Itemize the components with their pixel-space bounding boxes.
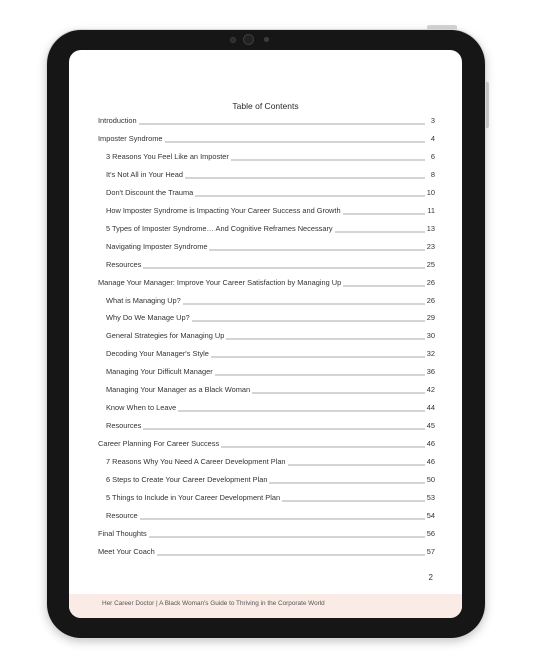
toc-entry-page: 25	[426, 259, 435, 269]
toc-entry-label: 6 Steps to Create Your Career Development Plan	[106, 475, 268, 484]
toc-leader-dots	[269, 479, 424, 484]
toc-entry[interactable]	[98, 260, 435, 272]
toc-leader-dots	[226, 335, 424, 340]
toc-entry[interactable]	[98, 134, 435, 146]
toc-leader-dots	[149, 533, 425, 538]
toc-entry-page: 30	[426, 331, 435, 341]
toc-entry-label: Imposter Syndrome	[98, 133, 163, 143]
sensor-icon	[230, 37, 236, 43]
toc-leader-dots	[335, 228, 425, 233]
toc-entry[interactable]	[98, 206, 435, 218]
toc-entry-label: What is Managing Up?	[106, 295, 181, 305]
toc-entry-page: 10	[426, 187, 435, 197]
toc-entry[interactable]	[98, 170, 435, 182]
toc-entry-page: 4	[430, 133, 435, 143]
toc-entry-label: Resource	[106, 510, 138, 520]
toc-leader-dots	[143, 264, 424, 269]
toc-entry-label: Final Thoughts	[98, 528, 147, 538]
toc-leader-dots	[192, 317, 425, 322]
toc-entry-page: 26	[426, 277, 435, 287]
toc-entry-label: Resources	[106, 421, 142, 431]
toc-entry-label: Introduction	[98, 116, 137, 125]
toc-entry[interactable]	[98, 152, 435, 164]
toc-entry[interactable]	[98, 349, 435, 361]
toc-entry-page: 26	[426, 295, 435, 305]
tablet-side-button	[485, 82, 489, 128]
toc-entry-label: It's Not All in Your Head	[106, 169, 184, 179]
toc-entry-label: Managing Your Manager as a Black Woman	[106, 385, 251, 395]
toc-entry-page: 8	[430, 169, 435, 179]
toc-leader-dots	[343, 282, 425, 287]
toc-entry[interactable]	[98, 116, 435, 128]
toc-entry-page: 45	[426, 421, 435, 431]
toc-entry-label: Navigating Imposter Syndrome	[106, 241, 208, 251]
toc-entry-page: 53	[426, 492, 435, 502]
toc-entry[interactable]	[98, 367, 435, 379]
toc-leader-dots	[209, 246, 424, 251]
toc-entry-label: Career Planning For Career Success	[98, 439, 220, 449]
toc-leader-dots	[215, 371, 425, 376]
toc-entry-page: 6	[430, 151, 435, 161]
camera-icon	[243, 34, 254, 45]
toc-leader-dots	[140, 515, 425, 520]
toc-entry-label: 3 Reasons You Feel Like an Imposter	[106, 151, 229, 161]
toc-entry-label: Why Do We Manage Up?	[106, 313, 190, 323]
toc-leader-dots	[343, 210, 425, 215]
toc-entry[interactable]	[98, 493, 435, 505]
toc-entry-label: Meet Your Coach	[98, 546, 155, 556]
toc-entry[interactable]	[98, 313, 435, 325]
toc-entry-label: Know When to Leave	[106, 403, 177, 413]
toc-entry[interactable]	[98, 439, 435, 451]
toc-leader-dots	[165, 138, 426, 143]
toc-entry[interactable]	[98, 331, 435, 343]
toc-leader-dots	[221, 443, 425, 448]
toc-leader-dots	[183, 300, 425, 305]
toc-entry[interactable]	[98, 242, 435, 254]
toc-leader-dots	[252, 389, 425, 394]
toc-entry-label: 5 Types of Imposter Syndrome… And Cognitive Reframes Necessary	[106, 223, 333, 233]
toc-entry[interactable]	[98, 475, 435, 487]
front-camera	[222, 33, 278, 47]
toc-entry-label: Decoding Your Manager's Style	[106, 349, 209, 359]
toc-entry[interactable]	[98, 547, 435, 559]
toc-entry[interactable]	[98, 457, 435, 469]
toc-entry-page: 42	[426, 385, 435, 395]
toc-leader-dots	[139, 120, 425, 125]
light-sensor-icon	[264, 37, 269, 42]
toc-entry[interactable]	[98, 403, 435, 415]
toc-entry-page: 23	[426, 241, 435, 251]
toc-entry-page: 50	[426, 475, 435, 484]
toc-leader-dots	[231, 156, 425, 161]
toc-entry-page: 46	[426, 457, 435, 467]
toc-entry-page: 57	[426, 546, 435, 556]
toc-leader-dots	[195, 192, 425, 197]
document-page	[69, 50, 462, 618]
toc-entry[interactable]	[98, 278, 435, 290]
toc-entry-page: 11	[427, 205, 435, 215]
toc-entry-label: Resources	[106, 259, 142, 269]
toc-entry[interactable]	[98, 188, 435, 200]
toc-entry-label: Manage Your Manager: Improve Your Career Satisfaction by Managing Up	[98, 277, 342, 287]
toc-entry-label: Managing Your Difficult Manager	[106, 367, 213, 377]
toc-entry[interactable]	[98, 224, 435, 236]
toc-leader-dots	[288, 461, 425, 466]
toc-leader-dots	[157, 551, 425, 556]
page-footer	[69, 594, 462, 618]
toc-entry-label: 7 Reasons Why You Need A Career Development Plan	[106, 457, 286, 467]
toc-leader-dots	[178, 407, 425, 412]
page-number: 2	[428, 573, 433, 582]
toc-entry-page: 44	[426, 403, 435, 413]
toc-entry-page: 36	[426, 367, 435, 377]
toc-entry-page: 56	[426, 528, 435, 538]
toc-title: Table of Contents	[232, 101, 299, 111]
toc-entry-page: 3	[430, 116, 435, 125]
toc-entry-page: 54	[426, 510, 435, 520]
toc-entry[interactable]	[98, 385, 435, 397]
toc-entry-label: General Strategies for Managing Up	[106, 331, 225, 341]
toc-entry-page: 13	[426, 223, 435, 233]
toc-leader-dots	[143, 425, 424, 430]
footer-text: Her Career Doctor | A Black Woman's Guide to Thriving in the Corporate World	[102, 600, 325, 607]
toc-leader-dots	[185, 174, 425, 179]
toc-entry-page: 29	[426, 313, 435, 323]
toc-entry-label: 5 Things to Include in Your Career Development Plan	[106, 492, 281, 502]
toc-leader-dots	[211, 353, 425, 358]
toc-entry[interactable]	[98, 511, 435, 523]
toc-entry-label: How Imposter Syndrome is Impacting Your Career Success and Growth	[106, 205, 341, 215]
toc-entry[interactable]	[98, 296, 435, 308]
tablet-top-button	[427, 25, 457, 29]
toc-leader-dots	[282, 497, 425, 502]
toc-entry[interactable]	[98, 529, 435, 541]
toc-entry-page: 46	[426, 439, 435, 449]
toc-entry-label: Don't Discount the Trauma	[106, 187, 194, 197]
toc-entry[interactable]	[98, 421, 435, 433]
toc-entry-page: 32	[426, 349, 435, 359]
